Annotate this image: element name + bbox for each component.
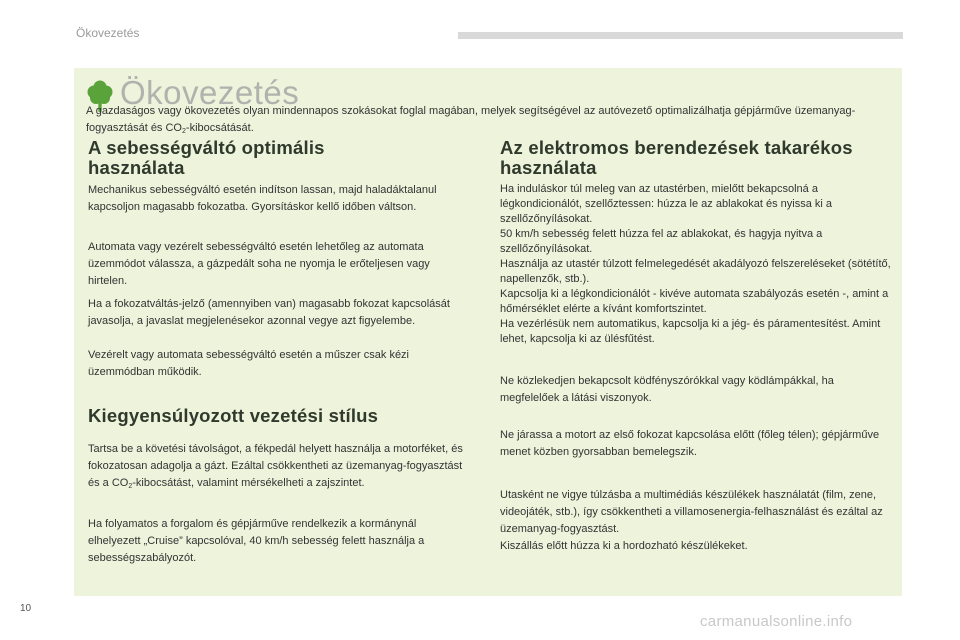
- electrical-paragraph-5: Ha vezérlésük nem automatikus, kapcsolja ki a jég- és páramentesítést. Amint lehet, kapcsolja ki az ülésfűtést.: [500, 318, 881, 345]
- content-panel: [74, 68, 902, 596]
- driving-style-paragraph-2: Ha folyamatos a forgalom és gépjárműve rendelkezik a kormánynál elhelyezett „Cruise” kapcsolóval, 40 km/h sebesség felett használja a sebességszabályozót.: [88, 518, 425, 564]
- gearbox-paragraph-1: Mechanikus sebességváltó esetén indítson lassan, majd haladáktalanul kapcsoljon magasabb fokozatba. Gyorsításkor kellő időben váltson.: [88, 184, 437, 213]
- gearbox-paragraph-2: Automata vagy vezérelt sebességváltó esetén lehetőleg az automata üzemmódot válassza, a gázpedált soha ne nyomja le erőteljesen vagy hirtelen.: [88, 241, 430, 287]
- electrical-block-2: [500, 487, 894, 555]
- electrical-block-1: [500, 182, 894, 347]
- electrical-paragraph-7: Ne járassa a motort az első fokozat kapcsolása előtt (főleg télen); gépjárműve menet közben gyorsabban bemelegszik.: [500, 429, 880, 458]
- gearbox-paragraph-4: Vezérelt vagy automata sebességváltó esetén a műszer csak kézi üzemmódban működik.: [88, 349, 410, 378]
- electrical-paragraph-6: Ne közlekedjen bekapcsolt ködfényszórókkal vagy ködlámpákkal, ha megfelelőek a látási viszonyok.: [500, 375, 834, 404]
- running-header: Ökovezetés: [76, 26, 140, 40]
- gearbox-heading: A sebességváltó optimális használata: [88, 137, 325, 178]
- page-number: 10: [20, 603, 32, 614]
- electrical-paragraph-9: Kiszállás előtt húzza ki a hordozható készülékeket.: [500, 540, 748, 552]
- electrical-heading: Az elektromos berendezések takarékos használata: [500, 137, 853, 178]
- electrical-paragraph-3: Használja az utastér túlzott felmelegedését akadályozó felszereléseket (sötétítő, napellenzők, stb.).: [500, 258, 891, 285]
- gearbox-paragraph-3: Ha a fokozatváltás-jelző (amennyiben van) magasabb fokozat kapcsolását javasolja, a javaslat megjelenésekor azonnal vegye azt figyelembe.: [88, 298, 450, 327]
- driving-style-heading: Kiegyensúlyozott vezetési stílus: [88, 405, 379, 426]
- electrical-paragraph-1: Ha induláskor túl meleg van az utastérben, mielőtt bekapcsolná a légkondicionálót, szellőztessen: húzza le az ablakokat és nyissa ki a szellőzőnyílásokat.: [500, 183, 833, 225]
- section-title: Ökovezetés: [120, 74, 300, 111]
- header-bar: [458, 32, 903, 39]
- intro-paragraph: A gazdaságos vagy ökovezetés olyan mindennapos szokásokat foglal magában, melyek segítségével az autóvezető optimalizálhatja gépjárműve üzemanyag-fogyasztását és $CO_2$-kibocsátását.: [86, 105, 856, 135]
- electrical-paragraph-8: Utasként ne vigye túlzásba a multimédiás készülékek használatát (film, zene, videojáték, stb.), így csökkentheti a villamosenergia-felhasználást és ezáltal az üzemanyag-fogyasztást.: [500, 489, 883, 535]
- electrical-paragraph-4: Kapcsolja ki a légkondicionálót - kivéve automata szabályozás esetén -, amint a hőmérséklet elérte a kívánt komfortszintet.: [500, 288, 889, 315]
- electrical-paragraph-2: 50 km/h sebesség felett húzza fel az ablakokat, és hagyja nyitva a szellőzőnyílásokat.: [500, 228, 823, 255]
- driving-style-paragraph-1: Tartsa be a követési távolságot, a fékpedál helyett használja a motorféket, és fokozatosan adagolja a gázt. Ezáltal csökkentheti az üzemanyag-fogyasztást és a $CO_2$-kibocsátást, valamint mérsékelheti a zajszintet.: [88, 443, 463, 490]
- watermark: carmanualsonline.info: [700, 613, 853, 630]
